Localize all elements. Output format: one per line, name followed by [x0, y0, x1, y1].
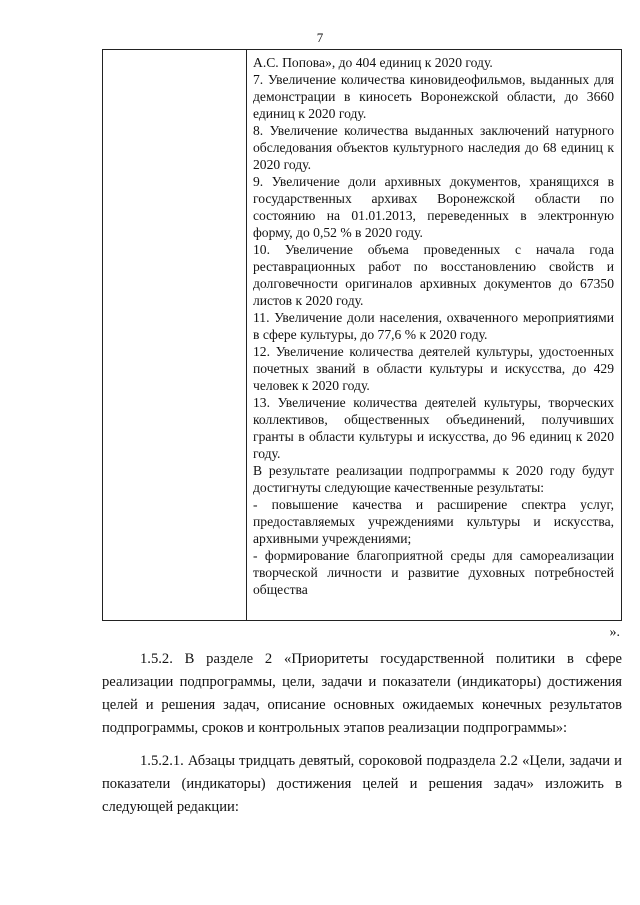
closing-quote-mark: ».	[609, 625, 620, 640]
cell-paragraph: 12. Увеличение количества деятелей культуры, удостоенных почетных званий в области культуры и искусства, до 429 человек к 2020 году.	[253, 344, 614, 393]
cell-paragraph: 13. Увеличение количества деятелей культуры, творческих коллективов, общественных объединений, получивших гранты в области культуры и искусства, до 96 единиц к 2020 году.	[253, 395, 614, 461]
cell-paragraph: 11. Увеличение доли населения, охваченного мероприятиями в сфере культуры, до 77,6 % к 2020 году.	[253, 310, 614, 342]
cell-paragraph: - формирование благоприятной среды для самореализации творческой личности и развитие духовных потребностей общества	[253, 548, 614, 597]
body-paragraph-1: 1.5.2. В разделе 2 «Приоритеты государственной политики в сфере реализации подпрограммы, цели, задачи и показатели (индикаторы) достижения целей и решения задач, описание основных ожидаемых конечных результатов подпрограммы, сроков и контрольных этапов реализации подпрограммы»:	[102, 651, 622, 736]
cell-paragraph: А.С. Попова», до 404 единиц к 2020 году.	[253, 55, 493, 70]
table-column-divider	[246, 50, 247, 620]
body-paragraph-2: 1.5.2.1. Абзацы тридцать девятый, сороковой подраздела 2.2 «Цели, задачи и показатели (индикаторы) достижения целей и решения задач» изложить в следующей редакции:	[102, 753, 622, 815]
cell-paragraph: В результате реализации подпрограммы к 2020 году будут достигнуты следующие качественные результаты:	[253, 463, 614, 495]
document-table	[102, 49, 622, 621]
table-cell-content	[253, 54, 614, 598]
page-number: 7	[316, 30, 324, 45]
body-text	[102, 648, 622, 819]
cell-paragraph: 10. Увеличение объема проведенных с начала года реставрационных работ по восстановлению свойств и долговечности оригиналов архивных документов до 67350 листов к 2020 году.	[253, 242, 614, 308]
cell-paragraph: - повышение качества и расширение спектра услуг, предоставляемых учреждениями культуры и искусства, архивными учреждениями;	[253, 497, 614, 546]
cell-paragraph: 9. Увеличение доли архивных документов, хранящихся в государственных архивах Воронежской области по состоянию на 01.01.2013, переведенных в электронную форму, до 0,52 % в 2020 году.	[253, 174, 614, 240]
cell-paragraph: 8. Увеличение количества выданных заключений натурного обследования объектов культурного наследия до 68 единиц к 2020 году.	[253, 123, 614, 172]
cell-paragraph: 7. Увеличение количества киновидеофильмов, выданных для демонстрации в киносеть Воронежской области, до 3660 единиц к 2020 году.	[253, 72, 614, 121]
